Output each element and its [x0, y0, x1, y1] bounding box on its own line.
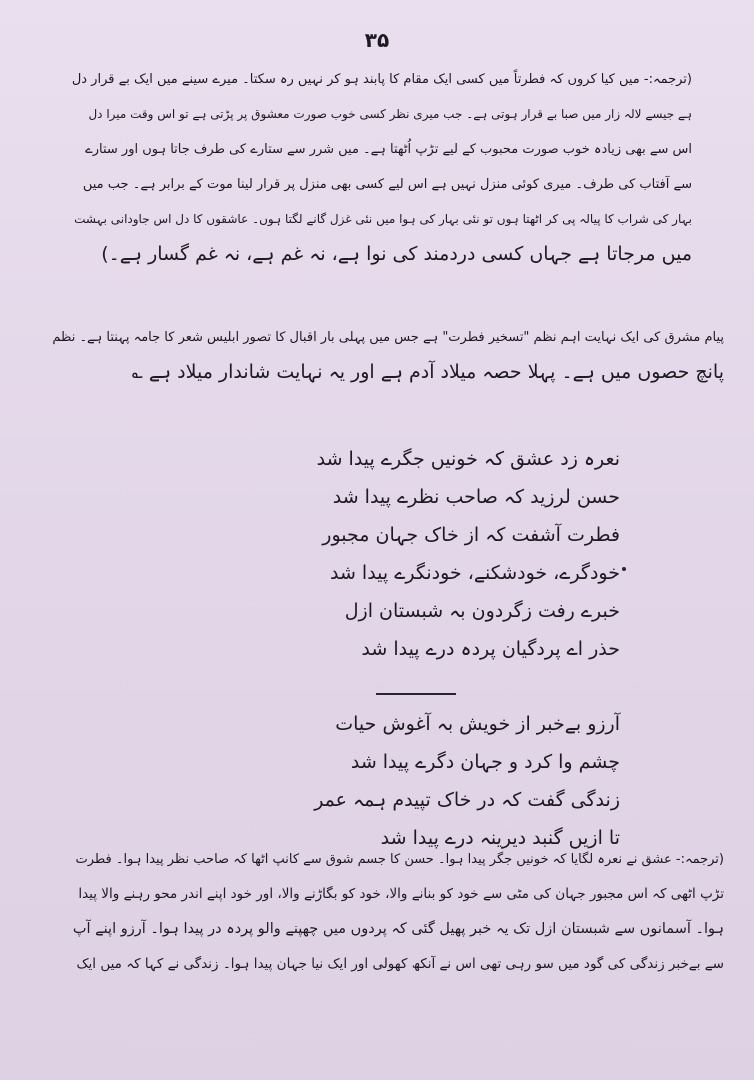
section-divider — [376, 693, 456, 695]
translation-paragraph-1 — [70, 62, 692, 272]
verse-line: خودگرے، خودشکنے، خودنگرے پیدا شد — [330, 562, 620, 584]
ink-speck — [622, 567, 626, 571]
text-line: تڑپ اٹھی کہ اس مجبور جہان کی مٹی سے خود کو بنانے والا، خود کو بگاڑنے والا، اور خود اپنے اندر محو رہنے والا پیدا — [78, 886, 724, 902]
verse-stanza-2 — [300, 705, 620, 857]
text-line: میں مرجاتا ہے جہاں کسی دردمند کی نوا ہے، نہ غم ہے، نہ غم گسار ہے۔) — [101, 243, 692, 265]
verse-line: نعرہ زد عشق کہ خونیں جگرے پیدا شد — [316, 448, 620, 470]
text-line: پانچ حصوں میں ہے۔ پہلا حصہ میلاد آدم ہے اور یہ نہایت شاندار میلاد ہے ؎ — [131, 361, 724, 383]
verse-line: حسن لرزید کہ صاحب نظرے پیدا شد — [332, 486, 620, 508]
verse-line: چشم وا کرد و جہان دگرے پیدا شد — [350, 751, 620, 773]
text-line: ہے جیسے لالہ زار میں صبا بے قرار ہوتی ہے۔ جب میری نظر کسی خوب صورت معشوق پر پڑتی ہے تو اس وقت میرا دل — [88, 107, 692, 121]
text-line: (ترجمہ:- میں کیا کروں کہ فطرتاً میں کسی ایک مقام کا پابند ہو کر نہیں رہ سکتا۔ میرے سینے میں ایک بے قرار دل — [71, 72, 692, 87]
text-line: بہار کی شراب کا پیالہ پی کر اٹھتا ہوں تو نئی بہار کی ہوا میں نئی غزل گانے لگتا ہوں۔ عاشقوں کا دل اس جاودانی بہشت — [74, 212, 692, 226]
translation-paragraph-2 — [60, 842, 724, 982]
text-line: سے بےخبر زندگی کی گود میں سو رہی تھی اس نے آنکھ کھولی اور ایک نیا جہان پیدا ہوا۔ زندگی نے کہا کہ میں ایک — [76, 956, 724, 972]
text-line: سے آفتاب کی طرف۔ میری کوئی منزل نہیں ہے اس لیے کسی بھی منزل پر قرار لینا موت کے برابر ہے۔ جب میں — [82, 177, 692, 192]
text-line: پیام مشرق کی ایک نہایت اہم نظم "تسخیر فطرت" ہے جس میں پہلی بار اقبال کا تصور ابلیس شعر کا جامہ پہنتا ہے۔ نظم — [52, 330, 724, 345]
verse-stanza-1 — [300, 440, 620, 668]
intro-paragraph — [32, 320, 724, 390]
text-line: ہوا۔ آسمانوں سے شبستان ازل تک یہ خبر پھیل گئی کہ پردوں میں چھپنے والو پردہ در پیدا ہوا۔ آرزو اپنے آپ — [72, 921, 724, 937]
text-line: (ترجمہ:- عشق نے نعرہ لگایا کہ خونیں جگر پیدا ہوا۔ حسن کا جسم شوق سے کانپ اٹھا کہ صاحب نظر پیدا ہوا۔ فطرت — [75, 852, 724, 867]
page-number: ۳۵ — [364, 28, 390, 52]
verse-line: آرزو بےخبر از خویش بہ آغوش حیات — [335, 713, 620, 735]
verse-line: خبرے رفت زگردون بہ شبستان ازل — [344, 600, 620, 622]
verse-line: تا ازیں گنبد دیرینہ درے پیدا شد — [380, 827, 620, 849]
verse-line: حذر اے پردگیان پردہ درے پیدا شد — [361, 638, 620, 660]
text-line: اس سے بھی زیادہ خوب صورت محبوب کے لیے تڑپ اُٹھتا ہے۔ میں شرر سے ستارے کی طرف جاتا ہوں اور ستارے — [85, 142, 692, 157]
verse-line: زندگی گفت کہ در خاک تپیدم ہمہ عمر — [314, 789, 620, 811]
verse-line: فطرت آشفت کہ از خاک جہان مجبور — [322, 524, 620, 546]
